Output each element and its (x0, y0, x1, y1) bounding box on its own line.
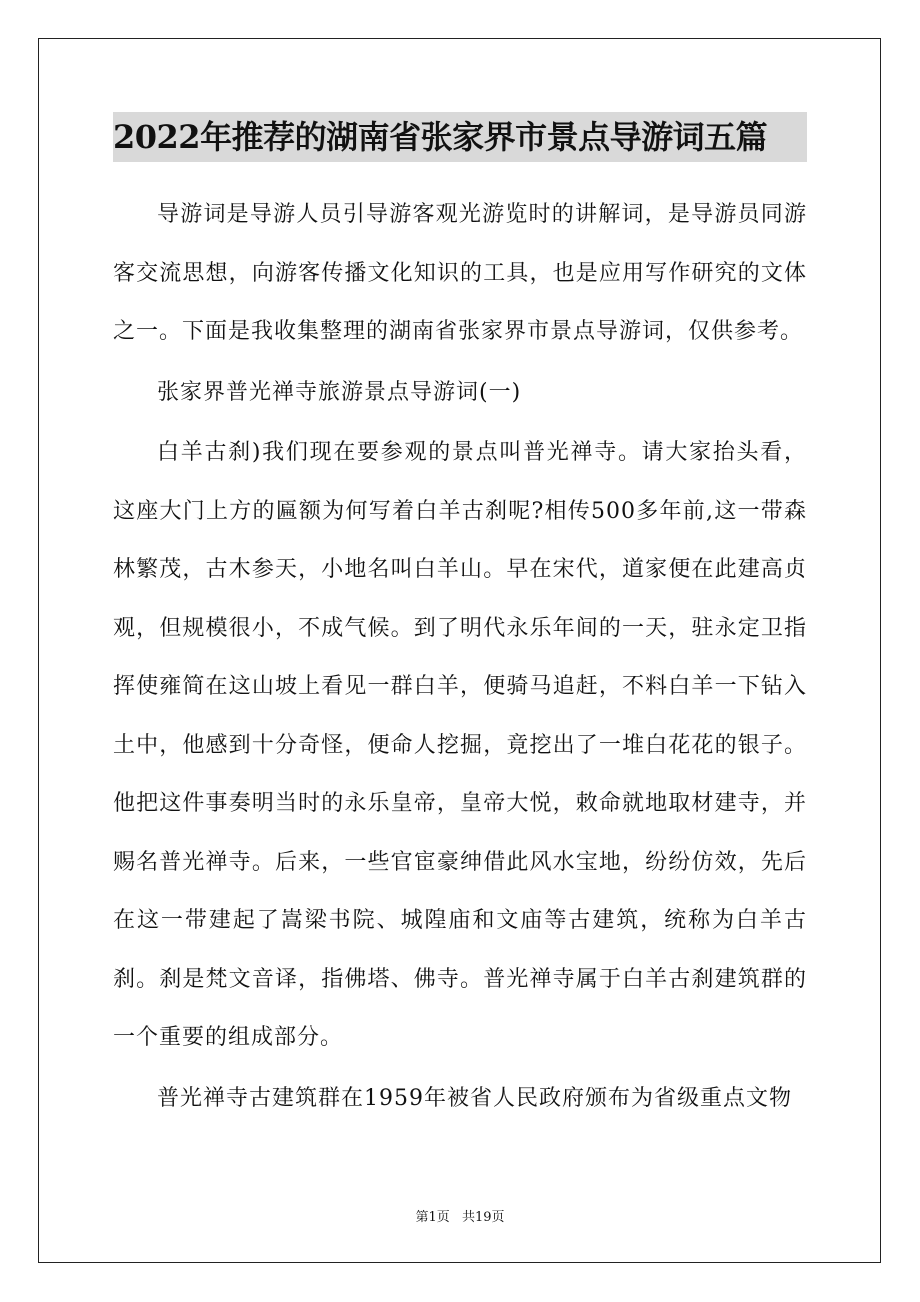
page-footer (0, 1206, 920, 1225)
page-total: 共19页 (461, 1210, 505, 1225)
body-paragraph: 普光禅寺古建筑群在1959年被省人民政府颁布为省级重点文物 (157, 1085, 792, 1111)
section-heading: 张家界普光禅寺旅游景点导游词(一) (157, 379, 522, 405)
intro-paragraph: 导游词是导游人员引导游客观光游览时的讲解词，是导游员同游客交流思想，向游客传播文化知识的工具，也是应用写作研究的文体之一。下面是我收集整理的湖南省张家界市景点导游词，仅供参考。 (113, 202, 807, 344)
document-title: 2022年推荐的湖南省张家界市景点导游词五篇 (113, 112, 807, 162)
document-body (113, 186, 807, 1128)
page-number: 第1页 (415, 1210, 450, 1225)
body-paragraph: 白羊古刹)我们现在要参观的景点叫普光禅寺。请大家抬头看，这座大门上方的匾额为何写着白羊古刹呢?相传500多年前,这一带森林繁茂，古木参天，小地名叫白羊山。早在宋代，道家便在此建高贞观，但规模很小，不成气候。到了明代永乐年间的一天，驻永定卫指挥使雍简在这山坡上看见一群白羊，便骑马追赶，不料白羊一下钻入土中，他感到十分奇怪，便命人挖掘，竟挖出了一堆白花花的银子。他把这件事奏明当时的永乐皇帝，皇帝大悦，敕命就地取材建寺，并赐名普光禅寺。后来，一些官宦豪绅借此风水宝地，纷纷仿效，先后在这一带建起了嵩梁书院、城隍庙和文庙等古建筑，统称为白羊古刹。刹是梵文音译，指佛塔、佛寺。普光禅寺属于白羊古刹建筑群的一个重要的组成部分。 (113, 440, 807, 1050)
